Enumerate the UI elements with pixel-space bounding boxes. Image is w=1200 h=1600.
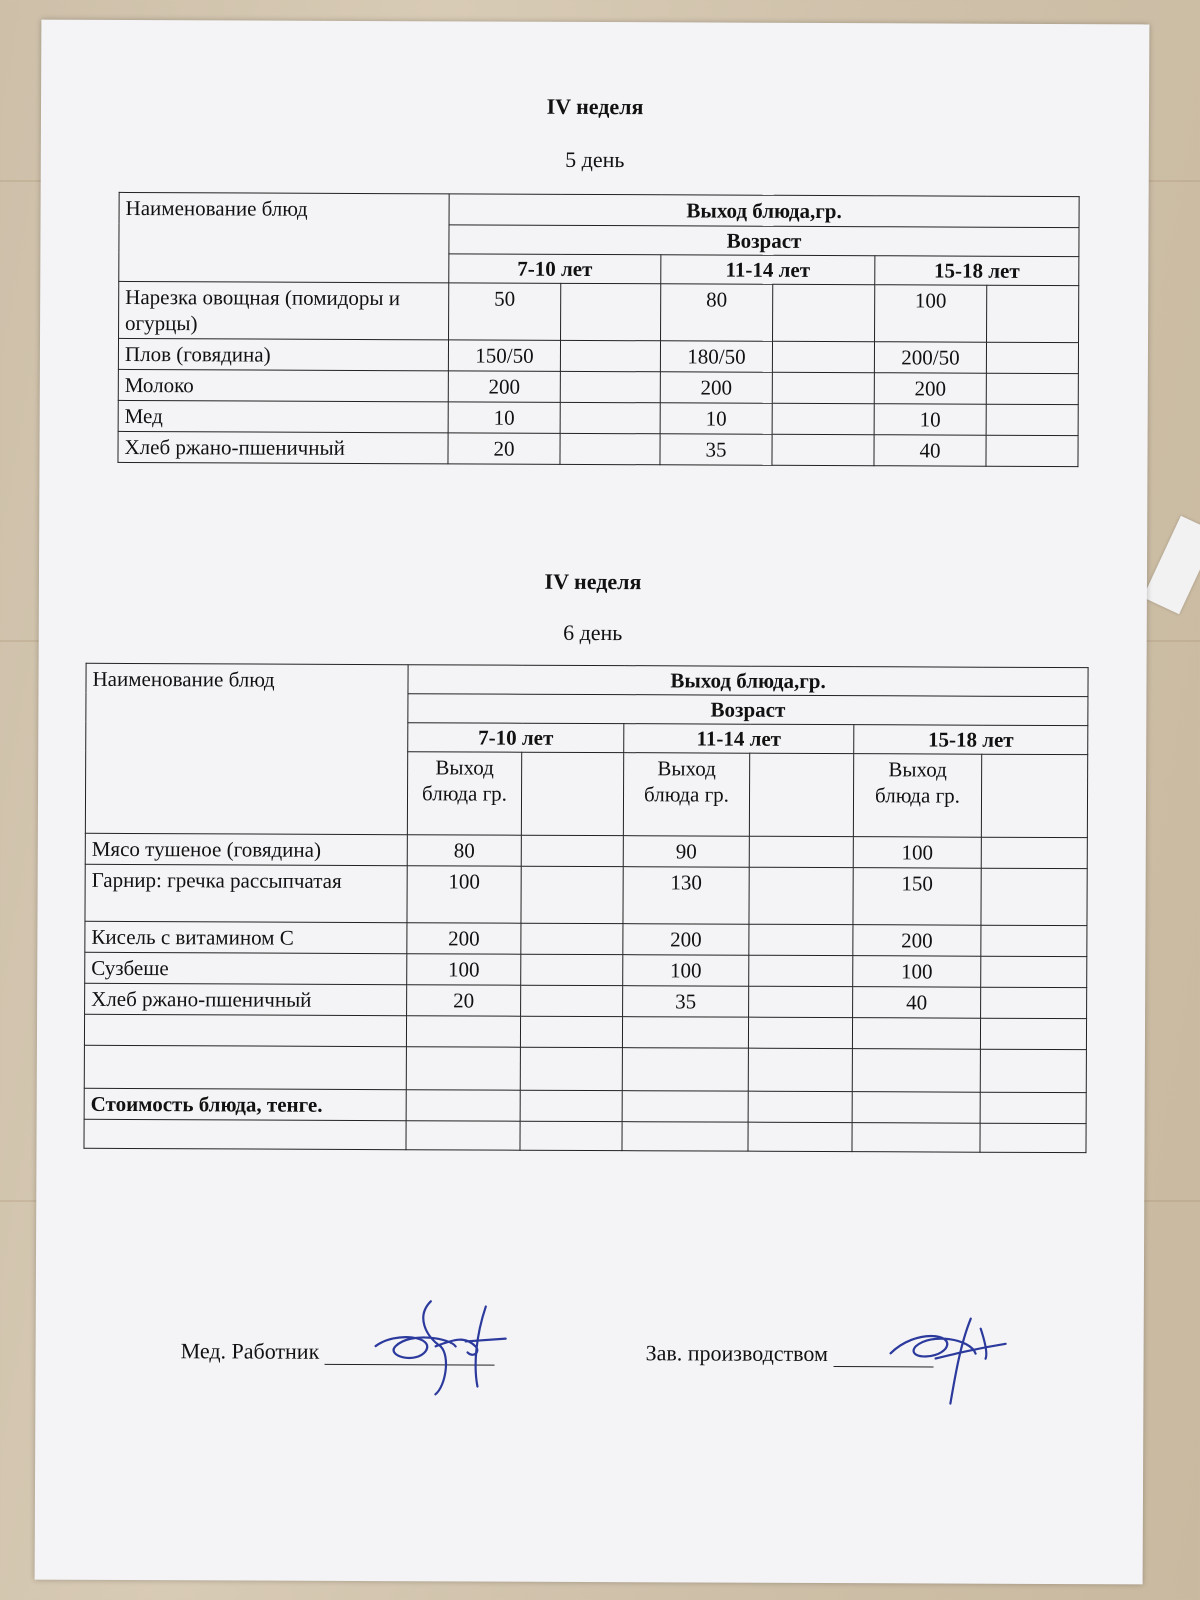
- dish-value: 150: [853, 868, 981, 926]
- age-group-11-14: 11-14 лет: [624, 724, 854, 754]
- document-page: [35, 20, 1150, 1585]
- dish-value: 100: [875, 285, 987, 342]
- empty-cell: [622, 1048, 748, 1092]
- dish-value: 200: [407, 923, 521, 954]
- paper-scrap: [1143, 516, 1200, 614]
- empty-cell: [772, 434, 874, 465]
- empty-cell: [981, 837, 1087, 868]
- table-row: [85, 983, 1087, 1018]
- empty-cell: [986, 373, 1078, 404]
- empty-cell: [981, 925, 1087, 956]
- dish-value: 150/50: [448, 340, 560, 371]
- col-header-dish-name: Наименование блюд: [85, 663, 408, 834]
- dish-value: 10: [874, 404, 986, 435]
- dish-name: Гарнир: гречка рассыпчатая: [85, 864, 407, 922]
- age-group-7-10: 7-10 лет: [449, 254, 661, 284]
- dish-name: Молоко: [118, 369, 448, 401]
- dish-name: Нарезка овощная (помидоры и огурцы): [119, 281, 449, 339]
- dish-value: 100: [407, 954, 521, 985]
- empty-cell: [561, 283, 661, 340]
- age-group-11-14: 11-14 лет: [661, 255, 875, 285]
- empty-cell: [980, 1049, 1086, 1092]
- empty-row: [84, 1119, 1086, 1152]
- dish-value: 100: [407, 866, 521, 923]
- age-group-15-18: 15-18 лет: [854, 725, 1088, 755]
- dish-value: 100: [623, 955, 749, 987]
- empty-cell: [980, 1018, 1086, 1049]
- dish-value: 50: [449, 283, 561, 340]
- empty-cell: [520, 1121, 622, 1150]
- empty-cell: [560, 340, 660, 371]
- menu-table-day6: [83, 663, 1088, 1153]
- empty-cell: [852, 1018, 980, 1050]
- col-header-yield: Выход блюда,гр.: [408, 665, 1088, 697]
- menu-table-day5: [117, 192, 1079, 467]
- empty-row: [84, 1045, 1086, 1092]
- empty-cell: [749, 753, 853, 836]
- dish-name: Мясо тушеное (говядина): [85, 833, 407, 865]
- col-header-yield: Выход блюда,гр.: [449, 194, 1079, 228]
- empty-cell: [521, 923, 623, 954]
- empty-cell: [772, 372, 874, 403]
- empty-cell: [748, 1048, 852, 1091]
- table-row: [118, 400, 1078, 435]
- empty-cell: [560, 402, 660, 433]
- dish-value: 100: [853, 837, 981, 869]
- empty-cell: [622, 1017, 748, 1049]
- dish-value: 200: [853, 925, 981, 957]
- sub-header-yield: Выход блюда гр.: [853, 754, 981, 838]
- dish-value: 10: [448, 402, 560, 433]
- empty-cell: [748, 1122, 852, 1151]
- empty-cell: [852, 1049, 980, 1093]
- age-group-7-10: 7-10 лет: [408, 723, 624, 753]
- empty-cell: [852, 1092, 980, 1124]
- cost-row: [84, 1088, 1086, 1123]
- empty-cell: [406, 1016, 520, 1047]
- medic-signature: [355, 1276, 536, 1407]
- dish-value: 20: [407, 985, 521, 1016]
- empty-cell: [521, 954, 623, 985]
- empty-cell: [748, 1091, 852, 1122]
- empty-cell: [520, 1047, 622, 1090]
- dish-value: 10: [660, 403, 772, 434]
- dish-value: 200/50: [874, 342, 986, 373]
- empty-cell: [749, 836, 853, 867]
- empty-cell: [84, 1045, 406, 1089]
- dish-name: Кисель с витамином С: [85, 921, 407, 953]
- week-heading-2: IV неделя: [544, 568, 642, 595]
- empty-cell: [406, 1047, 520, 1090]
- dish-value: 100: [853, 956, 981, 988]
- empty-cell: [986, 342, 1078, 373]
- empty-cell: [520, 1016, 622, 1047]
- production-signature: [875, 1298, 1016, 1419]
- empty-cell: [981, 987, 1087, 1018]
- production-label: Зав. производством: [645, 1340, 828, 1367]
- empty-cell: [622, 1091, 748, 1123]
- dish-value: 200: [623, 924, 749, 956]
- empty-cell: [406, 1121, 520, 1150]
- cost-label: Стоимость блюда, тенге.: [84, 1088, 406, 1120]
- empty-cell: [749, 955, 853, 986]
- table-row: [85, 952, 1087, 987]
- empty-cell: [981, 868, 1087, 925]
- dish-value: 200: [448, 371, 560, 402]
- table-row: [85, 833, 1087, 868]
- empty-cell: [406, 1090, 520, 1121]
- dish-name: Хлеб ржано-пшеничный: [118, 431, 448, 463]
- sub-header-yield: Выход блюда гр.: [407, 752, 521, 835]
- day-heading-5: 5 день: [565, 146, 625, 173]
- empty-cell: [852, 1123, 980, 1153]
- empty-cell: [981, 754, 1087, 837]
- empty-cell: [981, 956, 1087, 987]
- dish-value: 200: [874, 373, 986, 404]
- empty-cell: [749, 867, 853, 924]
- dish-name: Хлеб ржано-пшеничный: [85, 983, 407, 1015]
- empty-cell: [84, 1119, 406, 1149]
- empty-cell: [773, 284, 875, 341]
- dish-value: 130: [623, 867, 749, 925]
- empty-cell: [987, 285, 1079, 342]
- table-row: [118, 338, 1078, 373]
- dish-name: Сузбеше: [85, 952, 407, 984]
- col-header-dish-name: Наименование блюд: [119, 192, 449, 282]
- empty-cell: [986, 435, 1078, 466]
- empty-cell: [980, 1123, 1086, 1152]
- empty-cell: [520, 1090, 622, 1121]
- empty-cell: [772, 341, 874, 372]
- week-heading-1: IV неделя: [546, 93, 644, 120]
- dish-value: 35: [660, 434, 772, 465]
- empty-cell: [749, 924, 853, 955]
- empty-cell: [560, 371, 660, 402]
- dish-name: Мед: [118, 400, 448, 432]
- dish-value: 40: [874, 435, 986, 466]
- dish-value: 80: [407, 835, 521, 866]
- table-row: [118, 369, 1078, 404]
- table-row: [85, 864, 1087, 925]
- dish-value: 20: [448, 433, 560, 464]
- empty-row: [84, 1014, 1086, 1049]
- empty-cell: [772, 403, 874, 434]
- dish-value: 35: [623, 986, 749, 1018]
- empty-cell: [749, 986, 853, 1017]
- empty-cell: [84, 1014, 406, 1046]
- dish-value: 40: [853, 987, 981, 1019]
- table-row: [85, 921, 1087, 956]
- empty-cell: [748, 1017, 852, 1048]
- dish-value: 180/50: [660, 341, 772, 372]
- sub-header-yield: Выход блюда гр.: [623, 753, 749, 837]
- empty-cell: [980, 1092, 1086, 1123]
- empty-cell: [560, 433, 660, 464]
- age-group-15-18: 15-18 лет: [875, 256, 1079, 286]
- empty-cell: [521, 835, 623, 866]
- dish-name: Плов (говядина): [118, 338, 448, 370]
- dish-value: 90: [623, 836, 749, 868]
- empty-cell: [521, 752, 623, 835]
- table-row: [118, 431, 1078, 466]
- col-header-age: Возраст: [449, 225, 1079, 257]
- table-row: [119, 281, 1079, 342]
- empty-cell: [521, 866, 623, 923]
- empty-cell: [986, 404, 1078, 435]
- col-header-age: Возраст: [408, 694, 1088, 726]
- day-heading-6: 6 день: [563, 619, 623, 646]
- dish-value: 80: [661, 284, 773, 341]
- medic-label: Мед. Работник: [180, 1338, 320, 1364]
- dish-value: 200: [660, 372, 772, 403]
- empty-cell: [521, 985, 623, 1016]
- empty-cell: [622, 1122, 748, 1152]
